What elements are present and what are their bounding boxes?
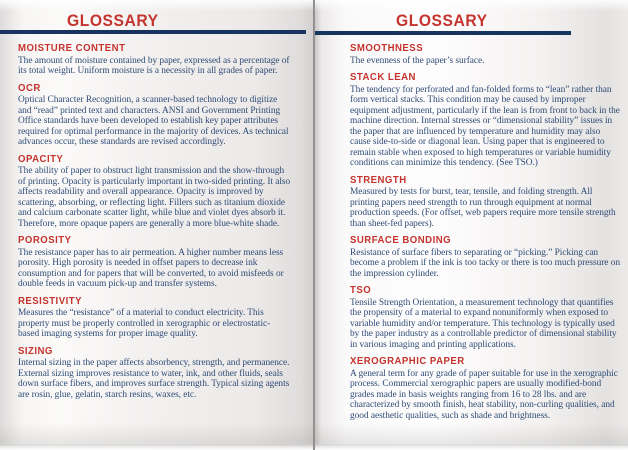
term-heading: OPACITY bbox=[18, 153, 64, 165]
entry-resistivity bbox=[18, 296, 291, 340]
term-heading: SIZING bbox=[18, 345, 53, 357]
term-heading: OCR bbox=[18, 82, 41, 94]
entry-smoothness bbox=[350, 43, 623, 66]
term-definition: Internal sizing in the paper affects absorbency, strength, and permanence. External sizing improves resistance to water, ink, and other fluids, seals down surface fibers, and improves surface strength. Typical sizing agents are rosin, glue, gelatin, starch resins, waxes, etc. bbox=[18, 358, 290, 400]
term-definition: Optical Character Recognition, a scanner-based technology to digitize and “read” printed text and characters. ANSI and Government Printing Office standards have been developed to establish key paper attributes required for optimal performance in the majority of devices. As technical advances occur, these standards are revised accordingly. bbox=[18, 95, 289, 147]
page-title-left: GLOSSARY bbox=[67, 11, 159, 30]
term-definition: Resistance of surface fibers to separating or “picking.” Picking can become a problem if the ink is too tacky or there is too much pressure on the impression cylinder. bbox=[350, 247, 620, 279]
entry-xerographic-paper bbox=[350, 356, 623, 421]
glossary-page-right bbox=[315, 0, 628, 450]
page-bottom-edge bbox=[0, 444, 313, 450]
term-heading: SURFACE BONDING bbox=[350, 235, 452, 246]
header-rule-right bbox=[315, 31, 571, 35]
entry-surface-bonding bbox=[350, 235, 623, 279]
term-definition: The ability of paper to obstruct light transmission and the show-through of printing. Opacity is particularly important in two-sided printing. It also affects readability and overall appearance. Opacity is improved by scattering, absorbing, or reflecting light. Fillers such as titanium dioxide and calcium carbonate scatter light, while blue and violet dyes absorb it. Therefore, more opaque papers are generally a more blue-white shade. bbox=[18, 166, 291, 229]
entry-sizing bbox=[18, 346, 291, 401]
term-definition: The resistance paper has to air permeation. A higher number means less porosity. High porosity is needed in offset papers to decrease ink consumption and for papers that will be converted, to avoid misfeeds or double feeds in vacuum pick-up and transfer systems. bbox=[18, 247, 284, 289]
page-title-right: GLOSSARY bbox=[396, 11, 488, 30]
term-definition: Measures the “resistance” of a material to conduct electricity. This property must be properly controlled in xerographic or electrostatic-based imaging systems for proper image quality. bbox=[18, 308, 271, 339]
entry-tso bbox=[350, 285, 623, 350]
term-heading: MOISTURE CONTENT bbox=[18, 43, 126, 54]
entry-opacity bbox=[18, 154, 291, 230]
entry-stack-lean bbox=[350, 72, 623, 169]
entry-strength bbox=[350, 175, 623, 230]
term-definition: A general term for any grade of paper suitable for use in the xerographic process. Commercial xerographic papers are usually modified-bond grades made in basis weights ranging from 16 to 28 lbs. and are characterized by smooth finish, heat stability, non-curling qualities, and good aesthetic qualities, such as shade and brightness. bbox=[350, 368, 618, 421]
term-heading: RESISTIVITY bbox=[18, 295, 82, 307]
term-heading: XEROGRAPHIC PAPER bbox=[350, 356, 465, 367]
term-definition: The tendency for perforated and fan-folded forms to “lean” rather than form vertical stacks. This condition may be caused by improper equipment adjustment, particularly if the lean is from front to back in the machine direction. Internal stresses or “dimensional stability” issues in the paper that are influenced by temperature and humidity may also cause side-to-side or diagonal lean. Using paper that is engineered to remain stable when exposed to high temperatures or variable humidity conditions can minimize this tendency. (See TSO.) bbox=[350, 84, 620, 168]
term-heading: STRENGTH bbox=[350, 174, 407, 186]
term-definition: The amount of moisture contained by paper, expressed as a percentage of its total weight. Uniform moisture is a necessity in all grades of paper. bbox=[18, 55, 290, 76]
glossary-page-left bbox=[0, 0, 313, 450]
entry-moisture-content bbox=[18, 43, 291, 77]
term-heading: TSO bbox=[350, 285, 372, 296]
header-rule-left bbox=[0, 30, 306, 34]
page-content-right bbox=[350, 43, 623, 427]
term-definition: The evenness of the paper’s surface. bbox=[350, 55, 485, 66]
term-heading: STACK LEAN bbox=[350, 72, 416, 83]
entry-ocr bbox=[18, 83, 291, 148]
term-definition: Measured by tests for burst, tear, tensile, and folding strength. All printing papers need strength to run through equipment at normal production speeds. (For offset, web papers require more tensile strength than sheet-fed papers). bbox=[350, 187, 616, 229]
term-definition: Tensile Strength Orientation, a measurement technology that quantifies the propensity of a material to expand nonuniformly when exposed to variable humidity and/or temperature. This technology is typically used by the paper industry as a controllable predictor of dimensional stability in various imaging and printing applications. bbox=[350, 297, 617, 350]
term-heading: POROSITY bbox=[18, 235, 72, 246]
page-bottom-edge bbox=[315, 444, 628, 450]
page-content-left bbox=[18, 43, 291, 406]
term-heading: SMOOTHNESS bbox=[350, 43, 424, 54]
entry-porosity bbox=[18, 235, 291, 290]
